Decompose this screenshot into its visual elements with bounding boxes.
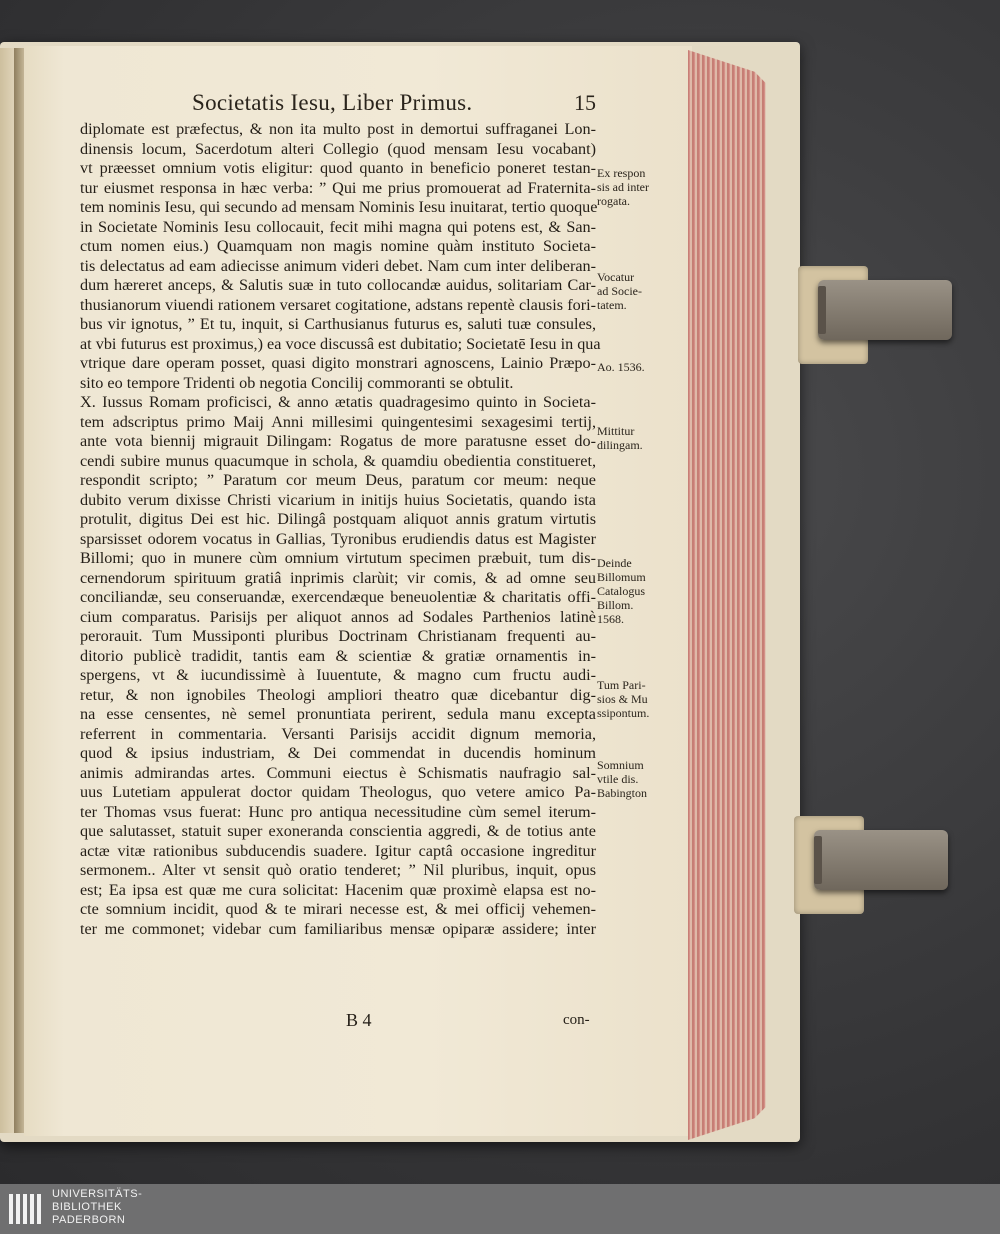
text-line: at vbi futurus est proximus,) ea voce discussâ est dubitatio; Societatē Iesu in qua [80, 334, 601, 353]
text-line: dinensis locum, Sacerdotum alteri Collegio (quod mensam Iesu vocabant) [80, 139, 596, 158]
text-line: uus Lutetiam appulerat doctor quidam Theologus, quo vetere amico Pa- [80, 783, 596, 801]
text-line: animis admirandas artes. Communi eiectus è Schismatis naufragio sal- [80, 763, 596, 782]
marginal-note-line: Ex respon [597, 166, 646, 180]
marginal-note [597, 166, 667, 208]
text-line: ter Thomas vsus fuerat: Hunc pro antiqua necessitudine cùm semel iterum- [80, 802, 596, 821]
clasp-hinge [814, 836, 822, 884]
text-line: protulit, digitus Dei est hic. Dilingâ postquam aliquot annis gratum virtutis [80, 510, 596, 528]
text-line: na esse censentes, nè semel pronuntiata perirent, sedula manu excepta [80, 705, 596, 723]
catchword: con- [563, 1012, 590, 1028]
text-line: tem nominis Iesu, qui secundo ad mensam Nominis Iesu inuitarat, tertio quoque [80, 198, 598, 216]
library-bars-icon [8, 1192, 44, 1226]
marginal-note-line: 1568. [597, 612, 624, 626]
running-head: Societatis Iesu, Liber Primus. [192, 90, 473, 115]
text-line: X. Iussus Romam proficisci, & anno ætatis quadragesimo quinto in Societa- [80, 393, 596, 411]
marginal-note [597, 270, 667, 312]
text-line: dum hæreret anceps, & Salutis suæ in tuto collocandæ auidus, solitariam Car- [80, 276, 596, 294]
clasp-metal-plate [818, 280, 952, 340]
clasp-hinge [818, 286, 826, 334]
text-line: in Societate Nominis Iesu collocauit, fecit mihi magna qui potens est, & San- [80, 217, 596, 236]
marginal-note [597, 556, 667, 626]
text-line: diplomate est præfectus, & non ita multo post in demortui suffraganei Lon- [80, 120, 596, 138]
marginal-note-line: Billom. [597, 598, 634, 612]
marginal-note-line: rogata. [597, 194, 630, 208]
text-line: cendi subire munus quacumque in schola, & quamdiu obedientia constitueret, [80, 451, 596, 470]
marginal-note [597, 678, 667, 720]
marginal-note-line: ad Socie- [597, 284, 642, 298]
logo-line: BIBLIOTHEK [52, 1201, 122, 1213]
marginal-note-line: tatem. [597, 298, 627, 312]
text-line: Billomi; quo in munere cùm omnium virtutum specimen præbuit, tum dis- [80, 549, 596, 567]
text-line: retur, & non ignobiles Theologi ampliori theatro quæ dicebantur dig- [80, 685, 596, 704]
text-line: actæ vitæ rationibus subducendis suadere. Igitur captâ occasione ingreditur [80, 841, 596, 860]
marginal-note-line: Tum Pari- [597, 678, 646, 692]
text-line: thusianorum viuendi rationem versaret cogitatione, adstans repentè clausis fori- [80, 295, 596, 314]
text-line: spergens, vt & iucundissimè à Iuuentute, & magno cum fructu audi- [80, 666, 596, 684]
text-line: tur eiusmet responsa in hæc verba: ” Qui me prius promouerat ad Fraternita- [80, 178, 596, 197]
marginal-note-line: Mittitur [597, 424, 635, 438]
red-page-edges [688, 50, 778, 1140]
body-text [80, 120, 601, 939]
marginal-note-line: Billomum [597, 570, 646, 584]
text-line: vtrique dare operam posset, quasi digito monstrari agnoscens, Lainio Præpo- [80, 354, 596, 372]
text-line: conciliandæ, seu conseruandæ, exercendæque beneuolentiæ & charitatis offi- [80, 588, 596, 606]
text-line: quod & ipsius industriam, & Dei commendat in ducendis hominum [80, 744, 596, 762]
text-line: bus vir ignotus, ” Et tu, inquit, si Carthusianus futurus es, saluti tuæ consules, [80, 315, 596, 333]
footer-bar [0, 1184, 1000, 1234]
text-line: que salutasset, statuit super exoneranda conscientia aggredi, & de totius ante [80, 822, 596, 840]
text-line: ctum nomen eius.) Quamquam non magis nomine quàm instituto Societa- [80, 237, 596, 255]
text-line: sparsisset odorem vocatus in Gallias, Tyronibus erudiendis datus est Magister [80, 529, 596, 548]
text-line: ditorio publicè tradidit, tantis eam & scientiæ & gratiæ ornamentis in- [80, 646, 596, 665]
text-line: perorauit. Tum Mussiponti pluribus Doctrinam Christianam frequenti au- [80, 627, 596, 645]
text-line: dubito verum dixisse Christi vicarium in initijs huius Societatis, quando ista [80, 490, 596, 509]
library-logo-text [52, 1188, 142, 1227]
text-line: vt præesset omnium votis eligitur: quod quanto in beneficio poneret testan- [80, 159, 596, 177]
text-line: ter me commonet; videbar cum familiaribus mensæ opiparæ assidere; inter [80, 919, 596, 938]
marginal-note-line: Babington [597, 786, 647, 800]
marginal-note-line: Somnium [597, 758, 644, 772]
text-line: cte somnium incidit, quod & te mirari necesse est, & mei officij vehemen- [80, 900, 596, 918]
page-number: 15 [574, 90, 596, 115]
clasp-metal-plate [814, 830, 948, 890]
marginal-note-line: vtile dis. [597, 772, 639, 786]
text-line: cernendorum spirituum gratiâ inprimis clarùit; vir comis, & ad omne seu [80, 568, 596, 587]
text-line: referrent in commentaria. Versanti Parisijs accidit dignum memoria, [80, 724, 596, 743]
marginal-note [597, 424, 667, 452]
text-line: cium comparatus. Parisijs per aliquot annos ad Sodales Parthenios latinè [80, 607, 596, 626]
logo-line: PADERBORN [52, 1214, 126, 1226]
lower-clasp [794, 816, 952, 914]
upper-clasp [798, 266, 956, 364]
marginal-note-line: ssipontum. [597, 706, 650, 720]
text-line: sito eo tempore Tridenti ob negotia Concilij commoranti se obtulit. [80, 373, 514, 392]
marginal-note-line: Deinde [597, 556, 632, 570]
marginal-note-line: sis ad inter [597, 180, 649, 194]
marginal-note [597, 360, 667, 374]
marginal-note-line: sios & Mu [597, 692, 648, 706]
marginal-note-line: dilingam. [597, 438, 643, 452]
marginal-note-line: Vocatur [597, 270, 635, 284]
marginal-note [597, 758, 667, 800]
marginal-note-line: Catalogus [597, 584, 645, 598]
logo-line: UNIVERSITÄTS- [52, 1188, 143, 1200]
text-line: sermonem.. Alter vt sensit quò oratio tenderet; ” Nil pluribus, inquit, opus [80, 861, 596, 879]
marginal-note-line: Ao. 1536. [597, 360, 645, 374]
text-line: tis delectatus ad eam adiecisse animum videri debet. Nam cum inter deliberan- [80, 256, 596, 275]
text-line: tem adscriptus primo Maij Anni millesimi quingentesimi sexagesimi tertij, [80, 412, 596, 431]
signature-mark: B 4 [346, 1010, 372, 1030]
text-line: ante vota biennij migrauit Dilingam: Rogatus de more paratusne esset do- [80, 432, 596, 450]
text-line: respondit scripto; ” Paratum cor meum Deus, paratum cor meum: neque [80, 471, 596, 489]
text-line: est; Ea ipsa est quæ me cura solicitat: Hacenim quæ proximè elapsa est no- [80, 880, 596, 899]
